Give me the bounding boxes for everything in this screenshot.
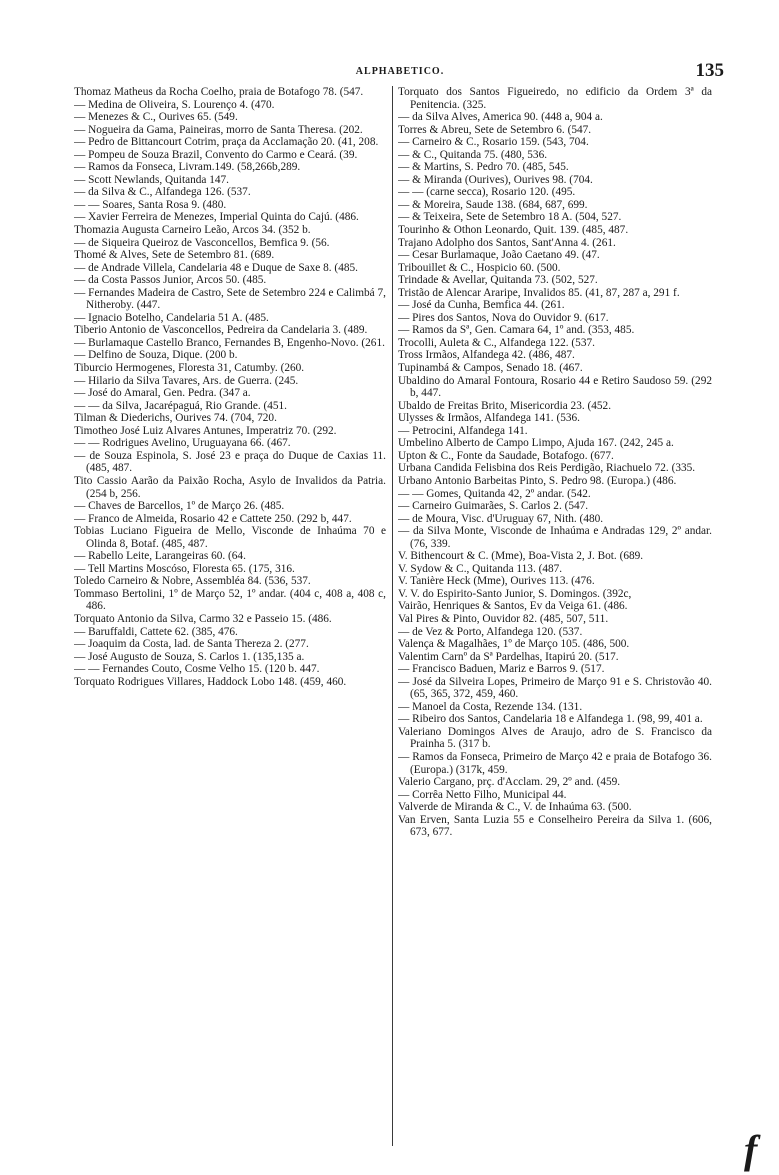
directory-entry: Valerio Cargano, prç. d'Acclam. 29, 2º and. (459. [398,776,621,789]
directory-entry: — Burlamaque Castello Branco, Fernandes B, Engenho-Novo. (261. [74,336,385,349]
directory-entry: Trocolli, Auleta & C., Alfandega 122. (537. [398,336,595,349]
directory-entry: — Ramos da Fonseca, Primeiro de Março 42 e praia de Botafogo 36. (Europa.) (317k, 459. [398,750,712,776]
directory-entry: — Hilario da Silva Tavares, Ars. de Guerra. (245. [74,374,299,387]
directory-entry: Tobias Luciano Figueira de Mello, Visconde de Inhaúma 70 e Olinda 8, Botaf. (485, 487. [74,525,386,550]
directory-entry: — & Teixeira, Sete de Setembro 18 A. (504, 527. [398,211,622,224]
directory-entry: Timotheo José Luiz Alvares Antunes, Imperatriz 70. (292. [74,424,337,437]
directory-entry: V. Tanière Heck (Mme), Ourives 113. (476. [398,575,595,588]
directory-entry: — Pedro de Bittancourt Cotrim, praça da Acclamação 20. (41, 208. [74,136,379,149]
directory-entry: — Medina de Oliveira, S. Lourenço 4. (470. [74,98,275,111]
directory-entry: Tross Irmãos, Alfandega 42. (486, 487. [398,349,575,362]
directory-entry: — Pires dos Santos, Nova do Ouvidor 9. (617. [398,311,609,324]
directory-entry: — José da Cunha, Bemfica 44. (261. [398,299,565,312]
directory-entry: — Cesar Burlamaque, João Caetano 49. (47. [398,249,600,262]
directory-entry: — — Gomes, Quitanda 42, 2º andar. (542. [398,487,591,500]
right-column [398,86,712,1166]
directory-entry: Upton & C., Fonte da Saudade, Botafogo. (677. [398,449,614,462]
directory-entry: Vairão, Henriques & Santos, Ev da Veiga 61. (486. [398,600,628,613]
directory-entry: — Petrocini, Alfandega 141. [398,424,528,437]
directory-entry: — Baruffaldi, Cattete 62. (385, 476. [74,625,238,638]
page-number: 135 [695,60,724,81]
directory-entry: Toledo Carneiro & Nobre, Assembléa 84. (536, 537. [74,575,311,588]
directory-entry: — da Silva & C., Alfandega 126. (537. [74,186,251,199]
directory-entry: — — da Silva, Jacarépaguá, Rio Grande. (451. [74,399,288,412]
directory-entry: — Ribeiro dos Santos, Candelaria 18 e Alfandega 1. (98, 99, 401 a. [398,713,703,726]
directory-entry: Tito Cassio Aarão da Paixão Rocha, Asylo de Invalidos da Patria. (254 b, 256. [74,474,386,500]
directory-entry: — de Andrade Villela, Candelaria 48 e Duque de Saxe 8. (485. [74,261,358,274]
directory-entry: Urbano Antonio Barbeitas Pinto, S. Pedro 98. (Europa.) (486. [398,474,677,487]
directory-entry: Valeriano Domingos Alves de Araujo, adro de S. Francisco da Prainha 5. (317 b. [398,725,712,751]
directory-entry: Urbana Candida Felisbina dos Reis Perdigão, Riachuelo 72. (335. [398,462,696,475]
directory-entry: — de Moura, Visc. d'Uruguay 67, Nith. (480. [398,512,604,525]
directory-entry: Ubaldino do Amaral Fontoura, Rosario 44 e Retiro Saudoso 59. (292 b, 447. [398,374,712,400]
directory-entry: — Franco de Almeida, Rosario 42 e Cattete 250. (292 b, 447. [74,512,352,525]
directory-entry: Tupinambá & Campos, Senado 18. (467. [398,362,583,375]
directory-entry: — Carneiro & C., Rosario 159. (543, 704. [398,136,589,149]
directory-entry: — Delfino de Souza, Dique. (200 b. [74,349,238,362]
directory-entry: Torres & Abreu, Sete de Setembro 6. (547. [398,123,592,136]
directory-entry: — — (carne secca), Rosario 120. (495. [398,186,576,199]
margin-mark: f [744,1127,758,1172]
directory-entry: — Rabello Leite, Larangeiras 60. (64. [74,550,246,563]
directory-entry: — & Miranda (Ourives), Ourives 98. (704. [398,173,593,186]
directory-entry: — de Souza Espinola, S. José 23 e praça do Duque de Caxias 11. (485, 487. [74,449,386,475]
directory-entry: Valverde de Miranda & C., V. de Inhaúma 63. (500. [398,801,632,814]
directory-entry: Tiburcio Hermogenes, Floresta 31, Catumby. (260. [74,362,305,375]
directory-entry: Trindade & Avellar, Quitanda 73. (502, 527. [398,274,598,287]
directory-entry: Val Pires & Pinto, Ouvidor 82. (485, 507, 511. [398,612,609,625]
directory-entry: Umbelino Alberto de Campo Limpo, Ajuda 167. (242, 245 a. [398,437,674,450]
directory-entry: — de Siqueira Queiroz de Vasconcellos, Bemfica 9. (56. [74,236,330,249]
directory-entry: — Nogueira da Gama, Paineiras, morro de Santa Theresa. (202. [74,123,363,136]
directory-entry: — — Rodrigues Avelino, Uruguayana 66. (467. [74,437,291,450]
directory-entry: — Tell Martins Moscóso, Floresta 65. (175, 316. [74,562,295,575]
directory-entry: — — Fernandes Couto, Cosme Velho 15. (120 b. 447. [74,663,320,676]
directory-entry: — José Augusto de Souza, S. Carlos 1. (135,135 a. [74,650,305,663]
directory-entry: — & Moreira, Saude 138. (684, 687, 699. [398,198,588,211]
directory-entry: — Chaves de Barcellos, 1º de Março 26. (485. [74,500,285,513]
directory-entry: — Fernandes Madeira de Castro, Sete de Setembro 224 e Calimbá 7, Nitheroby. (447. [74,286,386,312]
directory-entry: — — Soares, Santa Rosa 9. (480. [74,198,227,211]
directory-entry: — Joaquim da Costa, lad. de Santa Thereza 2. (277. [74,638,309,651]
directory-entry: Valença & Magalhães, 1º de Março 105. (486, 500. [398,638,630,651]
directory-entry: Torquato Rodrigues Villares, Haddock Lobo 148. (459, 460. [74,675,347,688]
directory-entry: Tourinho & Othon Leonardo, Quit. 139. (485, 487. [398,224,629,237]
directory-entry: — José da Silveira Lopes, Primeiro de Março 91 e S. Christovão 40. (65, 365, 372, 459, 460. [398,675,712,701]
directory-entry: — de Vez & Porto, Alfandega 120. (537. [398,625,583,638]
directory-entry: — Menezes & C., Ourives 65. (549. [74,111,238,124]
directory-entry: — Carneiro Guimarães, S. Carlos 2. (547. [398,500,589,513]
directory-entry: Trajano Adolpho dos Santos, Sant'Anna 4. (261. [398,236,616,249]
directory-entry: Thomazia Augusta Carneiro Leão, Arcos 34. (352 b. [74,224,311,237]
directory-entry: V. Bithencourt & C. (Mme), Boa-Vista 2, J. Bot. (689. [398,550,644,563]
directory-entry: — da Silva Alves, America 90. (448 a, 904 a. [398,111,603,124]
directory-entry: Thomaz Matheus da Rocha Coelho, praia de Botafogo 78. (547. [74,86,364,98]
directory-entry: Tommaso Bertolini, 1º de Março 52, 1º andar. (404 c, 408 a, 408 c, 486. [74,587,386,613]
directory-entry: — da Silva Monte, Visconde de Inhaúma e Andradas 129, 2º andar. (76, 339. [398,525,712,550]
directory-entry: Tiberio Antonio de Vasconcellos, Pedreira da Candelaria 3. (489. [74,324,368,337]
directory-entry: Torquato Antonio da Silva, Carmo 32 e Passeio 15. (486. [74,612,332,625]
directory-entry: — & Martins, S. Pedro 70. (485, 545. [398,161,569,174]
directory-entry: Van Erven, Santa Luzia 55 e Conselheiro Pereira da Silva 1. (606, 673, 677. [398,813,712,839]
directory-entry: — Scott Newlands, Quitanda 147. [74,173,229,186]
running-title: ALPHABETICO. [355,66,445,77]
directory-entry: V. V. do Espirito-Santo Junior, S. Domingos. (392c, [398,587,632,600]
directory-entry: — Xavier Ferreira de Menezes, Imperial Quinta do Cajú. (486. [74,211,359,224]
directory-entry: — Manoel da Costa, Rezende 134. (131. [398,700,583,713]
directory-entry: V. Sydow & C., Quitanda 113. (487. [398,562,563,575]
directory-entry: Tilman & Diederichs, Ourives 74. (704, 720. [74,412,277,425]
directory-entry: — Ignacio Botelho, Candelaria 51 A. (485. [74,311,269,324]
directory-entry: Ulysses & Irmãos, Alfandega 141. (536. [398,412,580,425]
page-header [80,60,724,84]
directory-entry: — Ramos da Sª, Gen. Camara 64, 1º and. (353, 485. [398,324,635,337]
directory-entry: Ubaldo de Freitas Brito, Misericordia 23. (452. [398,399,612,412]
directory-entry: Torquato dos Santos Figueiredo, no edificio da Ordem 3ª da Penitencia. (325. [398,86,712,111]
directory-entry: — José do Amaral, Gen. Pedra. (347 a. [74,387,251,400]
column-divider [392,86,393,1146]
directory-entry: — Corrêa Netto Filho, Municipal 44. [398,788,567,801]
directory-entry: Valentim Carnº da Sª Pardelhas, Itapirú 20. (517. [398,650,619,663]
directory-entry: — Pompeu de Souza Brazil, Convento do Carmo e Ceará. (39. [74,148,358,161]
directory-entry: — Francisco Baduen, Mariz e Barros 9. (517. [398,663,605,676]
directory-entry: Tristão de Alencar Araripe, Invalidos 85. (41, 87, 287 a, 291 f. [398,286,680,299]
directory-entry: Tribouillet & C., Hospicio 60. (500. [398,261,561,274]
directory-entry: — & C., Quitanda 75. (480, 536. [398,148,548,161]
directory-entry: — Ramos da Fonseca, Livram.149. (58,266b,289. [74,161,301,174]
directory-entry: — da Costa Passos Junior, Arcos 50. (485. [74,274,267,287]
left-column [74,86,386,1166]
directory-entry: Thomé & Alves, Sete de Setembro 81. (689. [74,249,275,262]
